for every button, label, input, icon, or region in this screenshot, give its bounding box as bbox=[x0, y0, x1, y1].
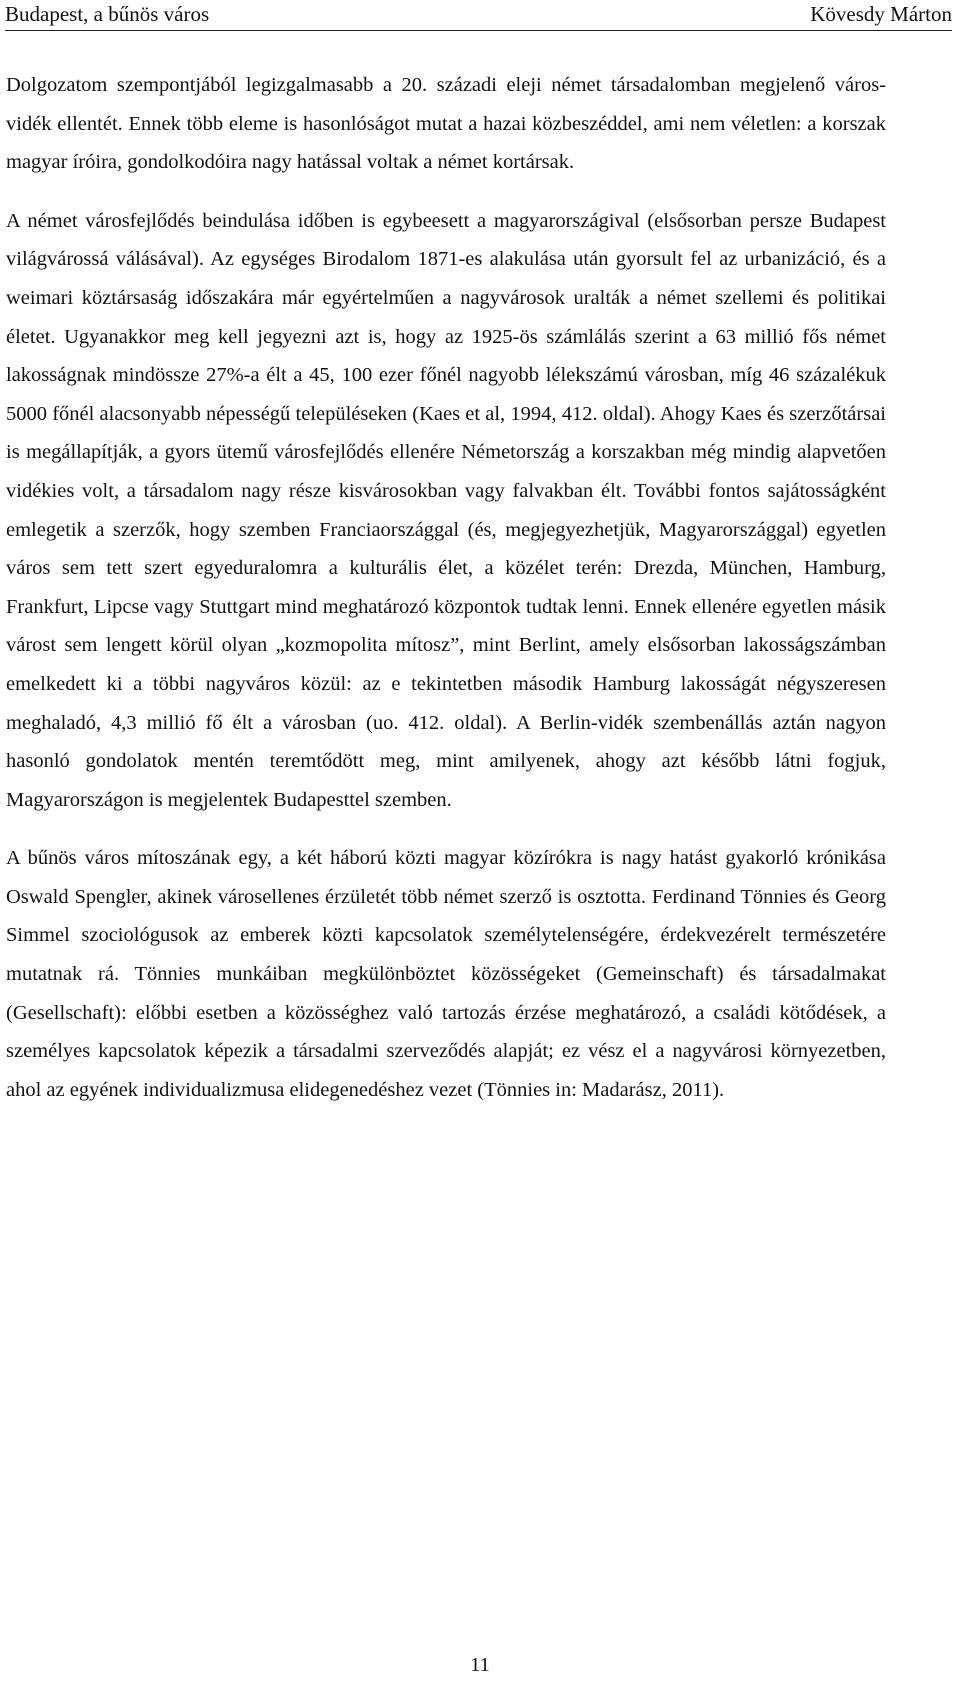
paragraph-2: A német városfejlődés beindulása időben is egybeesett a magyarországival (elsősorban persze Budapest világvárossá válásával). Az egységes Birodalom 1871-es alakulása után gyorsult fel az urbanizáció, és a weimari köztársaság időszakára már egyértelműen a nagyvárosok uralták a német szellemi és politikai életet. Ugyanakkor meg kell jegyezni azt is, hogy az 1925-ös számlálás szerint a 63 millió fős német lakosságnak mindössze 27%-a élt a 45, 100 ezer főnél nagyobb lélekszámú városban, míg 46 százalékuk 5000 főnél alacsonyabb népességű településeken (Kaes et al, 1994, 412. oldal). Ahogy Kaes és szerzőtársai is megállapítják, a gyors ütemű városfejlődés ellenére Németország a korszakban még mindig alapvetően vidékies volt, a társadalom nagy része kisvárosokban vagy falvakban élt. További fontos sajátosságként emlegetik a szerzők, hogy szemben Franciaországgal (és, megjegyezhetjük, Magyarországgal) egyetlen város sem tett szert egyeduralomra a kulturális élet, a közélet terén: Drezda, München, Hamburg, Frankfurt, Lipcse vagy Stuttgart mind meghatározó központok tudtak lenni. Ennek ellenére egyetlen másik várost sem lengett körül olyan „kozmopolita mítosz”, mint Berlint, amely elsősorban lakosságszámban emelkedett ki a többi nagyváros közül: az e tekintetben második Hamburg lakosságát négyszeresen meghaladó, 4,3 millió fő élt a városban (uo. 412. oldal). A Berlin-vidék szembenállás aztán nagyon hasonló gondolatok mentén teremtődött meg, mint amilyenek, ahogy azt később látni fogjuk, Magyarországon is megjelentek Budapesttel szemben. bbox=[6, 209, 886, 811]
page-header bbox=[5, 0, 952, 31]
body-text bbox=[6, 66, 886, 1109]
paragraph-gap bbox=[6, 182, 886, 202]
paragraph-3: A bűnös város mítoszának egy, a két háború közti magyar közírókra is nagy hatást gyakorló krónikása Oswald Spengler, akinek városellenes érzületét több német szerző is osztotta. Ferdinand Tönnies és Georg Simmel szociológusok az emberek közti kapcsolatok személytelenségére, érdekvezérelt természetére mutatnak rá. Tönnies munkáiban megkülönböztet közösségeket (Gemeinschaft) és társadalmakat (Gesellschaft): előbbi esetben a közösséghez való tartozás érzése meghatározó, a családi kötődések, a személyes kapcsolatok képezik a társadalmi szerveződés alapját; ez vész el a nagyvárosi környezetben, ahol az egyének individualizmusa elidegenedéshez vezet (Tönnies in: Madarász, 2011). bbox=[6, 847, 886, 1101]
page-number: 11 bbox=[470, 1654, 490, 1676]
paragraph-1: Dolgozatom szempontjából legizgalmasabb a 20. századi eleji német társadalomban megjelenő város-vidék ellentét. Ennek több eleme is hasonlóságot mutat a hazai közbeszéddel, ami nem véletlen: a korszak magyar íróira, gondolkodóira nagy hatással voltak a német kortársak. bbox=[6, 74, 886, 174]
paragraph-gap bbox=[6, 819, 886, 839]
header-title: Budapest, a bűnös város bbox=[5, 2, 210, 26]
header-author: Kövesdy Márton bbox=[810, 2, 952, 26]
